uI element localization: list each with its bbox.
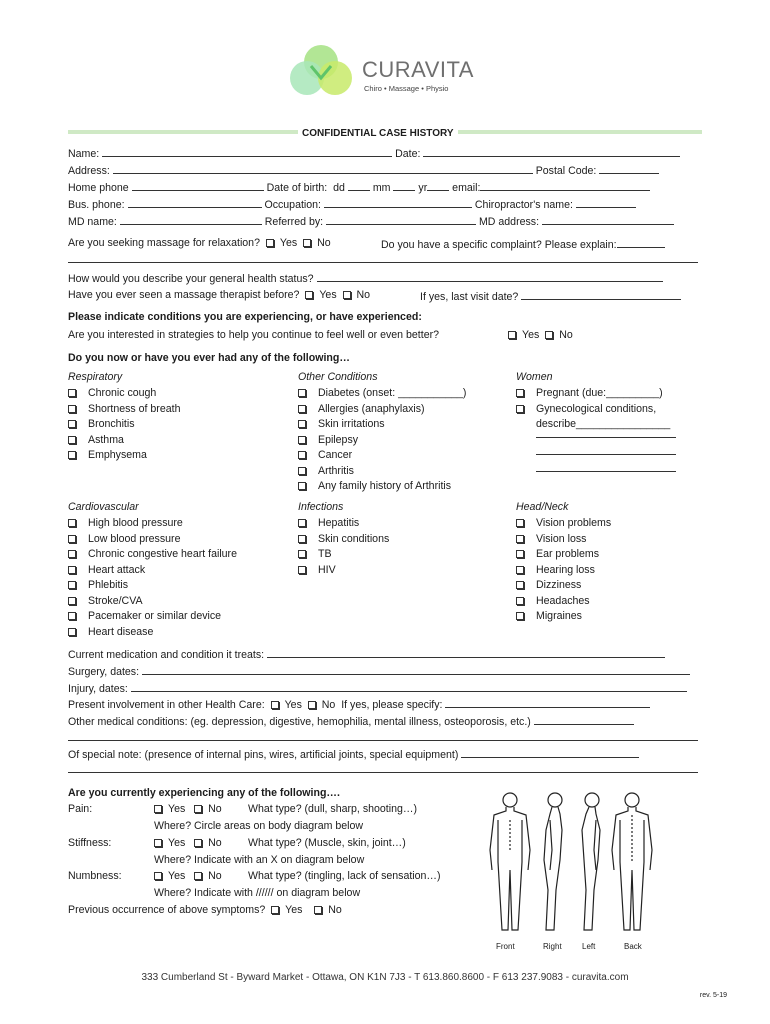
strategies-question: Are you interested in strategies to help you continue to feel well or even better? — [68, 329, 440, 341]
complaint-question: Do you have a specific complaint? Please explain: — [381, 239, 617, 251]
dob-yr-field[interactable] — [427, 180, 449, 191]
headneck-item-checkbox[interactable] — [516, 597, 524, 605]
specify-label: If yes, please specify: — [341, 699, 443, 711]
headneck-item — [516, 610, 582, 622]
cardio-item-checkbox[interactable] — [68, 519, 76, 527]
special-note-field[interactable] — [461, 747, 639, 758]
headneck-item-label: Ear problems — [536, 548, 599, 560]
involvement-row — [68, 697, 650, 711]
headneck-item — [516, 517, 611, 529]
cardio-item-label: Heart attack — [88, 563, 146, 576]
women-item — [516, 403, 656, 415]
other-item-label: Epilepsy — [318, 433, 359, 446]
stiffness-no-checkbox[interactable] — [194, 839, 202, 847]
health-question: How would you describe your general health status? — [68, 273, 314, 285]
other-item-label: Skin irritations — [318, 418, 385, 430]
respiratory-item-label: Asthma — [88, 433, 124, 446]
cardio-item-label: Pacemaker or similar device — [88, 610, 222, 622]
relax-no-label: No — [317, 237, 331, 249]
body-back-figure — [612, 793, 652, 930]
stiffness-answers — [154, 837, 222, 849]
pain-type: What type? (dull, sharp, shooting…) — [248, 803, 417, 815]
respiratory-item-label: Bronchitis — [88, 418, 135, 430]
other-medical-row — [68, 714, 634, 728]
other-item — [298, 449, 352, 461]
cardio-item-checkbox[interactable] — [68, 612, 76, 620]
relax-no-checkbox[interactable] — [303, 239, 311, 247]
women-describe: describe________________ — [536, 418, 671, 430]
relax-question: Are you seeking massage for relaxation? — [68, 237, 260, 249]
other-item-label: Arthritis — [318, 464, 354, 477]
other-item — [298, 480, 451, 492]
complaint-row — [381, 237, 665, 251]
cardio-item-checkbox[interactable] — [68, 597, 76, 605]
other-item-checkbox[interactable] — [298, 405, 306, 413]
infections-item-label: HIV — [318, 563, 336, 576]
other-item-checkbox[interactable] — [298, 482, 306, 490]
seen-yes-label: Yes — [319, 289, 337, 301]
other-medical-label: Other medical conditions: (eg. depression, digestive, hemophilia, mental illness, osteoporosis, etc.) — [68, 716, 531, 728]
numbness-yes-checkbox[interactable] — [154, 872, 162, 880]
diagram-label-left: Left — [582, 942, 596, 951]
dob-mm-label: mm — [372, 182, 391, 194]
infections-item-checkbox[interactable] — [298, 535, 306, 543]
special-note-line[interactable] — [68, 772, 698, 773]
cardio-item-label: Phlebitis — [88, 579, 129, 591]
headneck-item — [516, 564, 595, 576]
other-item-checkbox[interactable] — [298, 420, 306, 428]
headneck-item — [516, 595, 590, 607]
headneck-item-label: Migraines — [536, 610, 582, 622]
bus-row — [68, 197, 636, 211]
surgery-row — [68, 664, 690, 678]
complaint-line[interactable] — [68, 262, 698, 263]
pain-label: Pain: — [68, 803, 93, 815]
cardio-title: Cardiovascular — [68, 501, 139, 513]
numbness-label: Numbness: — [68, 870, 122, 882]
infections-item — [298, 533, 389, 545]
previous-yes-checkbox[interactable] — [271, 906, 279, 914]
injury-field[interactable] — [131, 681, 687, 692]
respiratory-item-label: Chronic cough — [88, 387, 157, 399]
name-label: Name: — [68, 148, 100, 160]
medication-field[interactable] — [267, 647, 665, 658]
headneck-item-checkbox[interactable] — [516, 581, 524, 589]
infections-item-checkbox[interactable] — [298, 566, 306, 574]
home-phone-field[interactable] — [132, 180, 264, 191]
conditions-heading: Please indicate conditions you are experiencing, or have experienced: — [68, 311, 422, 323]
dob-dd-field[interactable] — [348, 180, 370, 191]
headneck-item-checkbox[interactable] — [516, 550, 524, 558]
cardio-item-checkbox[interactable] — [68, 581, 76, 589]
strategies-yes-label: Yes — [522, 329, 540, 341]
name-field[interactable] — [102, 146, 392, 157]
complaint-field[interactable] — [617, 237, 665, 248]
surgery-field[interactable] — [142, 664, 690, 675]
previous-yes-label: Yes — [285, 904, 303, 916]
last-visit-field[interactable] — [521, 289, 681, 300]
cardio-item-label: Heart disease — [88, 625, 154, 638]
cardio-item-label: High blood pressure — [88, 517, 183, 529]
other-medical-field[interactable] — [534, 714, 634, 725]
address-field[interactable] — [113, 163, 533, 174]
pain-no-label: No — [208, 803, 222, 815]
dob-label: Date of birth: — [266, 182, 328, 194]
strategies-row — [68, 329, 439, 341]
cardio-item — [68, 610, 221, 622]
diagram-label-front: Front — [496, 942, 515, 951]
stiffness-label: Stiffness: — [68, 837, 112, 849]
women-describe-line-2[interactable] — [536, 454, 676, 455]
infections-item-checkbox[interactable] — [298, 550, 306, 558]
headneck-item — [516, 548, 599, 560]
md-name-label: MD name: — [68, 216, 117, 228]
headneck-item-label: Dizziness — [536, 579, 582, 591]
pain-yes-label: Yes — [168, 803, 186, 815]
cardio-item-checkbox[interactable] — [68, 535, 76, 543]
involvement-no-label: No — [321, 699, 336, 711]
other-item-label: Diabetes (onset: ___________) — [318, 387, 467, 399]
cardio-item — [68, 533, 180, 545]
other-item — [298, 465, 354, 477]
cardio-item — [68, 517, 183, 529]
involvement-label: Present involvement in other Health Care: — [68, 699, 265, 711]
women-item-label: Pregnant (due:_________) — [536, 387, 663, 399]
other-item-label: Any family history of Arthritis — [318, 480, 452, 492]
infections-item — [298, 564, 336, 576]
name-row — [68, 146, 680, 160]
respiratory-item — [68, 418, 135, 430]
respiratory-item-checkbox[interactable] — [68, 420, 76, 428]
health-row — [68, 271, 663, 285]
headneck-item-label: Hearing loss — [536, 563, 595, 576]
seen-no-checkbox[interactable] — [343, 291, 351, 299]
stiffness-yes-label: Yes — [168, 837, 186, 849]
previous-no-label: No — [328, 904, 342, 916]
md-address-label: MD address: — [478, 216, 540, 228]
respiratory-item — [68, 449, 147, 461]
other-medical-line[interactable] — [68, 740, 698, 741]
injury-row — [68, 681, 687, 695]
strategies-no-label: No — [559, 329, 573, 341]
respiratory-item-checkbox[interactable] — [68, 389, 76, 397]
occupation-label: Occupation: — [264, 199, 321, 211]
headneck-title: Head/Neck — [516, 501, 569, 513]
infections-title: Infections — [298, 501, 344, 513]
chiropractor-field[interactable] — [576, 197, 636, 208]
other-item — [298, 418, 385, 430]
last-visit-label: If yes, last visit date? — [420, 291, 519, 303]
pain-where: Where? Circle areas on body diagram below — [154, 820, 364, 832]
headneck-item-label: Vision problems — [536, 517, 612, 529]
respiratory-item — [68, 403, 180, 415]
date-label: Date: — [395, 148, 421, 160]
numbness-type: What type? (tingling, lack of sensation…) — [248, 870, 441, 882]
md-address-field[interactable] — [542, 214, 674, 225]
other-item-checkbox[interactable] — [298, 451, 306, 459]
email-label: email: — [452, 182, 481, 194]
seen-row — [68, 289, 370, 301]
numbness-no-checkbox[interactable] — [194, 872, 202, 880]
pain-no-checkbox[interactable] — [194, 805, 202, 813]
respiratory-item-checkbox[interactable] — [68, 436, 76, 444]
currently-heading: Are you currently experiencing any of the following…. — [68, 787, 340, 799]
cardio-item-checkbox[interactable] — [68, 566, 76, 574]
other-item — [298, 434, 358, 446]
seen-yes-checkbox[interactable] — [305, 291, 313, 299]
other-item-label: Cancer — [318, 449, 353, 461]
stiffness-type: What type? (Muscle, skin, joint…) — [248, 837, 406, 849]
women-title: Women — [516, 371, 553, 383]
body-front-figure — [490, 793, 530, 930]
health-field[interactable] — [317, 271, 663, 282]
respiratory-item — [68, 387, 156, 399]
numbness-no-label: No — [208, 870, 222, 882]
chiropractor-label: Chiropractor's name: — [474, 199, 573, 211]
infections-item — [298, 517, 359, 529]
involvement-yes-label: Yes — [284, 699, 302, 711]
specify-field[interactable] — [445, 697, 650, 708]
headneck-item-checkbox[interactable] — [516, 612, 524, 620]
surgery-label: Surgery, dates: — [68, 666, 140, 678]
date-field[interactable] — [423, 146, 680, 157]
stiffness-yes-checkbox[interactable] — [154, 839, 162, 847]
respiratory-item — [68, 434, 124, 446]
phone-row — [68, 180, 650, 194]
headneck-item-checkbox[interactable] — [516, 519, 524, 527]
respiratory-item-checkbox[interactable] — [68, 405, 76, 413]
headneck-item-label: Vision loss — [536, 532, 587, 545]
stiffness-no-label: No — [208, 837, 222, 849]
cardio-item — [68, 548, 237, 560]
bus-phone-label: Bus. phone: — [68, 199, 125, 211]
injury-label: Injury, dates: — [68, 683, 128, 695]
postal-code-field[interactable] — [599, 163, 659, 174]
respiratory-item-label: Emphysema — [88, 449, 147, 461]
medication-row — [68, 647, 665, 661]
women-item-checkbox[interactable] — [516, 389, 524, 397]
brand-tagline: Chiro • Massage • Physio — [364, 84, 449, 93]
diagram-label-right: Right — [543, 942, 562, 951]
relax-row — [68, 237, 331, 249]
numbness-where: Where? Indicate with ////// on diagram below — [154, 887, 361, 899]
previous-row — [68, 904, 342, 916]
infections-item-label: TB — [318, 548, 332, 560]
address-row — [68, 163, 659, 177]
email-field[interactable] — [480, 180, 650, 191]
seen-question: Have you ever seen a massage therapist before? — [68, 289, 300, 301]
footer-address: 333 Cumberland St - Byward Market - Ottawa, ON K1N 7J3 - T 613.860.8600 - F 613 237.9083 - curavita.com — [141, 972, 629, 983]
previous-no-checkbox[interactable] — [314, 906, 322, 914]
headneck-item-checkbox[interactable] — [516, 535, 524, 543]
form-title: CONFIDENTIAL CASE HISTORY — [298, 128, 458, 139]
revision-label: rev. 5-19 — [699, 992, 727, 999]
dob-mm-field[interactable] — [393, 180, 415, 191]
pain-yes-checkbox[interactable] — [154, 805, 162, 813]
dob-yr-label: yr — [418, 182, 428, 194]
numbness-yes-label: Yes — [168, 870, 186, 882]
respiratory-item-label: Shortness of breath — [88, 402, 181, 415]
numbness-answers — [154, 870, 222, 882]
strategies-yes-checkbox[interactable] — [508, 331, 516, 339]
other-item-label: Allergies (anaphylaxis) — [318, 402, 425, 415]
medication-label: Current medication and condition it treats: — [68, 649, 265, 661]
cardio-item-label: Low blood pressure — [88, 532, 181, 545]
other-item-checkbox[interactable] — [298, 436, 306, 444]
relax-yes-checkbox[interactable] — [266, 239, 274, 247]
body-right-figure — [544, 793, 562, 930]
stiffness-where: Where? Indicate with an X on diagram below — [154, 854, 365, 866]
md-name-field[interactable] — [120, 214, 262, 225]
following-heading: Do you now or have you ever had any of the following… — [68, 352, 350, 364]
special-note-row — [68, 747, 639, 761]
headneck-item-label: Headaches — [536, 594, 590, 607]
relax-yes-label: Yes — [279, 237, 298, 249]
postal-code-label: Postal Code: — [535, 165, 597, 177]
cardio-item-checkbox[interactable] — [68, 628, 76, 636]
address-label: Address: — [68, 165, 110, 177]
seen-no-label: No — [356, 289, 371, 301]
cardio-item-label: Stroke/CVA — [88, 594, 143, 607]
strategies-answers — [508, 329, 573, 341]
occupation-field[interactable] — [324, 197, 472, 208]
other-title: Other Conditions — [298, 371, 378, 383]
infections-item-label: Hepatitis — [318, 517, 360, 529]
infections-item-label: Skin conditions — [318, 532, 390, 545]
cardio-item — [68, 595, 143, 607]
other-item-checkbox[interactable] — [298, 389, 306, 397]
other-item — [298, 387, 466, 399]
body-diagram[interactable] — [480, 790, 660, 940]
cardio-item — [68, 626, 153, 638]
cardio-item — [68, 564, 145, 576]
last-visit-row — [420, 289, 681, 303]
respiratory-item-checkbox[interactable] — [68, 451, 76, 459]
dob-dd-label: dd — [333, 182, 345, 194]
cardio-item-checkbox[interactable] — [68, 550, 76, 558]
diagram-label-back: Back — [624, 942, 642, 951]
involvement-no-checkbox[interactable] — [308, 701, 316, 709]
previous-question: Previous occurrence of above symptoms? — [68, 904, 266, 916]
md-row — [68, 214, 674, 228]
infections-item — [298, 548, 332, 560]
women-describe-line-1[interactable] — [536, 437, 676, 438]
other-item-checkbox[interactable] — [298, 467, 306, 475]
headneck-item — [516, 533, 586, 545]
other-item — [298, 403, 425, 415]
women-item-checkbox[interactable] — [516, 405, 524, 413]
headneck-item — [516, 579, 581, 591]
bus-phone-field[interactable] — [128, 197, 262, 208]
headneck-item-checkbox[interactable] — [516, 566, 524, 574]
respiratory-title: Respiratory — [68, 371, 123, 383]
referred-by-field[interactable] — [326, 214, 476, 225]
strategies-no-checkbox[interactable] — [545, 331, 553, 339]
women-item-label: Gynecological conditions, — [536, 402, 657, 415]
special-note-label: Of special note: (presence of internal pins, wires, artificial joints, special equipment) — [68, 749, 459, 761]
cardio-item-label: Chronic congestive heart failure — [88, 548, 237, 560]
brand-name: CURAVITA — [362, 57, 474, 82]
infections-item-checkbox[interactable] — [298, 519, 306, 527]
cardio-item — [68, 579, 128, 591]
pain-answers — [154, 803, 222, 815]
involvement-yes-checkbox[interactable] — [271, 701, 279, 709]
body-left-figure — [582, 793, 600, 930]
women-item — [516, 387, 663, 399]
referred-by-label: Referred by: — [264, 216, 324, 228]
home-phone-label: Home phone — [68, 182, 129, 194]
women-describe-line-3[interactable] — [536, 471, 676, 472]
